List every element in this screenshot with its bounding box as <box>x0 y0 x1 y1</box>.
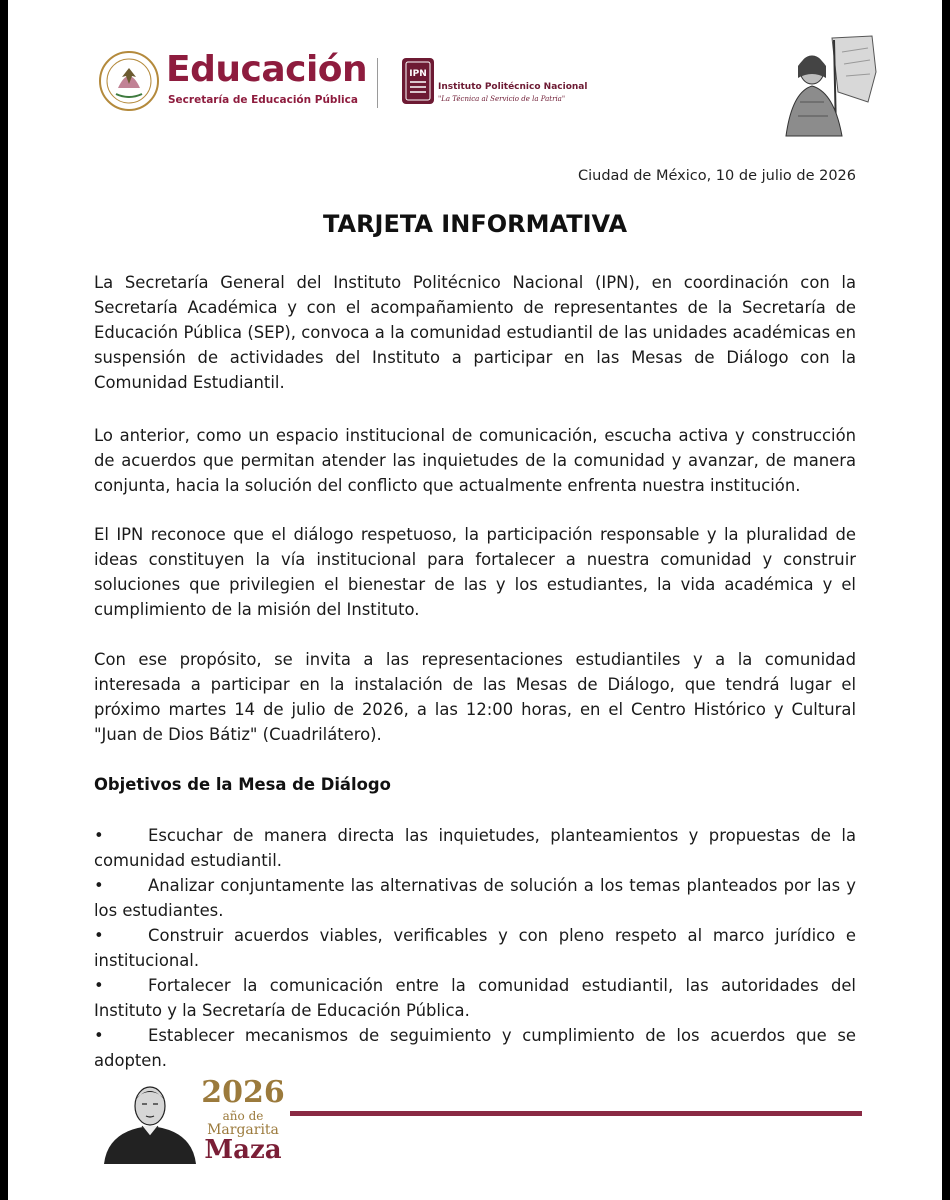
svg-text:IPN: IPN <box>409 69 427 79</box>
document-page <box>8 0 942 1200</box>
bullet: • <box>94 826 104 845</box>
year-caption: Margarita <box>207 1122 279 1138</box>
objectives-list <box>94 823 856 1073</box>
year-caption: año de <box>222 1109 264 1123</box>
document-title: TARJETA INFORMATIVA <box>322 210 628 238</box>
document-date: Ciudad de México, 10 de julio de 2026 <box>577 168 856 184</box>
ipn-logo-icon <box>400 56 436 106</box>
bullet: • <box>94 926 104 945</box>
brand-wordmark: Educación <box>166 49 368 90</box>
footer-divider <box>290 1111 862 1116</box>
year-caption: Maza <box>204 1135 282 1165</box>
year-number: 2026 <box>201 1075 285 1110</box>
margarita-maza-portrait-icon <box>100 1076 200 1164</box>
header-divider <box>377 58 378 108</box>
paragraph: El IPN reconoce que el diálogo respetuoso, la participación responsable y la pluralidad de ideas constituyen la vía institucional para fortalecer a nuestra comunidad y construir soluciones que privilegien el bienestar de las y los estudiantes, la vida académica y el cumplimiento de la misión del Instituto. <box>94 525 856 619</box>
bullet: • <box>94 1026 104 1045</box>
paragraph: Lo anterior, como un espacio institucional de comunicación, escucha activa y construcción de acuerdos que permitan atender las inquietudes de la comunidad y avanzar, de manera conjunta, hacia la solución del conflicto que actualmente enfrenta nuestra institución. <box>94 426 856 495</box>
list-item <box>94 973 856 1023</box>
ipn-name: Instituto Politécnico Nacional <box>438 82 588 92</box>
mexico-coat-of-arms-icon <box>98 50 160 112</box>
paragraph: Con ese propósito, se invita a las representaciones estudiantiles y a la comunidad interesada a participar en la instalación de las Mesas de Diálogo, que tendrá lugar el próximo martes 14 de julio de 2026, a las 12:00 horas, en el Centro Histórico y Cultural "Juan de Dios Bátiz" (Cuadrilátero). <box>94 650 856 744</box>
objective-text: Establecer mecanismos de seguimiento y cumplimiento de los acuerdos que se adopten. <box>94 1026 856 1070</box>
objectives-heading: Objetivos de la Mesa de Diálogo <box>94 775 391 794</box>
bullet: • <box>94 876 104 895</box>
objective-text: Analizar conjuntamente las alternativas de solución a los temas planteados por las y los estudiantes. <box>94 876 856 920</box>
year-of-margarita-maza-logo <box>200 1075 286 1165</box>
objective-text: Fortalecer la comunicación entre la comunidad estudiantil, las autoridades del Instituto y la Secretaría de Educación Pública. <box>94 976 856 1020</box>
objective-text: Escuchar de manera directa las inquietudes, planteamientos y propuestas de la comunidad estudiantil. <box>94 826 856 870</box>
brand-subtitle: Secretaría de Educación Pública <box>168 94 358 106</box>
ipn-motto: "La Técnica al Servicio de la Patria" <box>438 95 566 103</box>
list-item <box>94 873 856 923</box>
list-item <box>94 923 856 973</box>
objective-text: Construir acuerdos viables, verificables y con pleno respeto al marco jurídico e institucional. <box>94 926 856 970</box>
list-item <box>94 823 856 873</box>
paragraph: La Secretaría General del Instituto Politécnico Nacional (IPN), en coordinación con la Secretaría Académica y con el acompañamiento de representantes de la Secretaría de Educación Pública (SEP), convoca a la comunidad estudiantil de las unidades académicas en suspensión de actividades del Instituto a participar en las Mesas de Diálogo con la Comunidad Estudiantil. <box>94 273 856 392</box>
bullet: • <box>94 976 104 995</box>
list-item <box>94 1023 856 1073</box>
flag-heroine-illustration-icon <box>772 32 880 138</box>
